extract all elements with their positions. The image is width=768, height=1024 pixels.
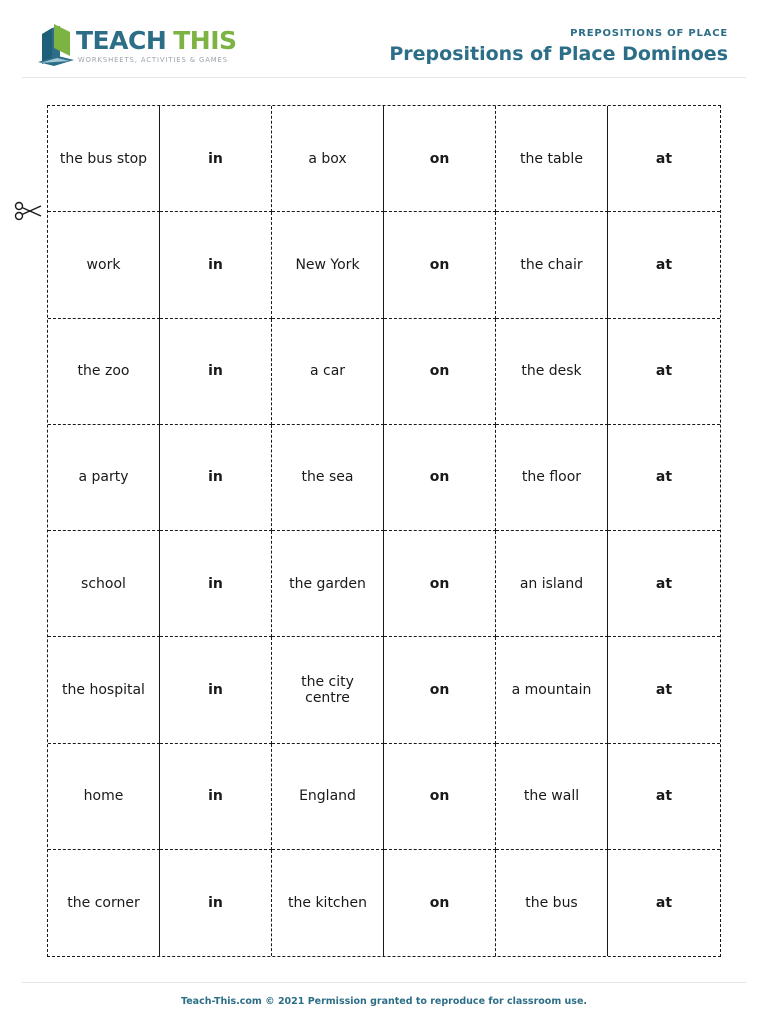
section-kicker: PREPOSITIONS OF PLACE [570, 28, 728, 39]
domino-preposition: at [608, 212, 720, 318]
domino-phrase: a party [48, 425, 160, 531]
domino-preposition: in [160, 319, 272, 425]
domino-phrase: the floor [496, 425, 608, 531]
domino-preposition: at [608, 425, 720, 531]
domino-phrase: the city centre [272, 637, 384, 743]
logo-word-this: THIS [173, 26, 237, 55]
domino-phrase: the chair [496, 212, 608, 318]
domino-phrase: the wall [496, 744, 608, 850]
scissors-icon [14, 200, 42, 222]
domino-phrase: the hospital [48, 637, 160, 743]
domino-preposition: in [160, 744, 272, 850]
dominoes-grid [47, 105, 721, 957]
domino-preposition: on [384, 531, 496, 637]
logo-wordmark [76, 26, 237, 56]
domino-phrase: the desk [496, 319, 608, 425]
teach-this-logo [36, 22, 236, 70]
logo-word-teach: TEACH [76, 26, 167, 55]
domino-phrase: work [48, 212, 160, 318]
domino-preposition: on [384, 106, 496, 212]
domino-preposition: on [384, 637, 496, 743]
domino-preposition: at [608, 106, 720, 212]
domino-preposition: in [160, 106, 272, 212]
domino-phrase: an island [496, 531, 608, 637]
domino-phrase: the kitchen [272, 850, 384, 956]
domino-preposition: on [384, 319, 496, 425]
header-divider [22, 77, 746, 78]
page-title: Prepositions of Place Dominoes [389, 43, 728, 65]
domino-phrase: the corner [48, 850, 160, 956]
domino-preposition: in [160, 637, 272, 743]
domino-preposition: on [384, 850, 496, 956]
domino-phrase: New York [272, 212, 384, 318]
domino-phrase: a box [272, 106, 384, 212]
domino-preposition: in [160, 531, 272, 637]
domino-preposition: at [608, 531, 720, 637]
footer-copyright: Teach-This.com © 2021 Permission granted to reproduce for classroom use. [181, 996, 587, 1007]
page-header [0, 0, 768, 80]
domino-phrase: home [48, 744, 160, 850]
domino-phrase: the bus [496, 850, 608, 956]
domino-phrase: school [48, 531, 160, 637]
domino-phrase: the zoo [48, 319, 160, 425]
domino-preposition: on [384, 744, 496, 850]
book-logo-icon [36, 22, 76, 68]
footer-divider [22, 982, 746, 983]
logo-tagline: WORKSHEETS, ACTIVITIES & GAMES [78, 56, 228, 64]
domino-preposition: at [608, 637, 720, 743]
domino-preposition: in [160, 425, 272, 531]
domino-phrase: the sea [272, 425, 384, 531]
domino-preposition: at [655, 894, 673, 911]
domino-preposition: at [608, 319, 720, 425]
domino-preposition: on [384, 425, 496, 531]
domino-preposition: at [608, 744, 720, 850]
domino-preposition: in [160, 850, 272, 956]
domino-preposition: on [384, 212, 496, 318]
domino-phrase: a mountain [496, 637, 608, 743]
domino-preposition: in [160, 212, 272, 318]
domino-phrase: England [272, 744, 384, 850]
domino-phrase: a car [272, 319, 384, 425]
domino-phrase: the garden [272, 531, 384, 637]
domino-phrase: the bus stop [48, 106, 160, 212]
domino-phrase: the table [496, 106, 608, 212]
